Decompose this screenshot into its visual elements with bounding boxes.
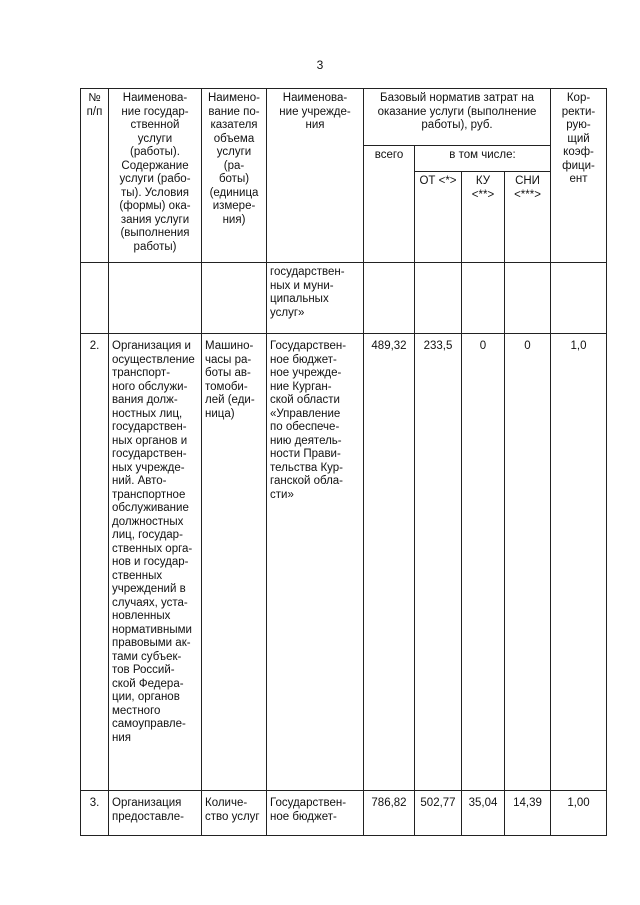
header-num: № п/п <box>81 89 109 263</box>
cell-num <box>81 263 109 334</box>
header-institution: Наименова- ние учрежде- ния <box>267 89 364 263</box>
cell-institution: Государствен- ное бюджет- ное учрежде- ние Курган- ской области «Управление по обеспече- нию деятель- ности Прави- тельства Кур- ганской обла- сти» <box>267 334 364 791</box>
table-row <box>81 791 607 836</box>
cell-service <box>109 263 202 334</box>
cell-total <box>364 263 415 334</box>
header-ku: КУ <**> <box>462 172 505 263</box>
header-including: в том числе: <box>415 146 551 172</box>
cell-indicator: Машино- часы ра- боты ав- томоби- лей (еди- ница) <box>202 334 267 791</box>
cell-sni: 0 <box>505 334 551 791</box>
cell-total: 489,32 <box>364 334 415 791</box>
cell-num: 3. <box>81 791 109 836</box>
cell-ot: 233,5 <box>415 334 462 791</box>
cell-coef: 1,00 <box>551 791 607 836</box>
cell-indicator: Количе- ство услуг <box>202 791 267 836</box>
cell-coef: 1,0 <box>551 334 607 791</box>
cell-total: 786,82 <box>364 791 415 836</box>
header-total: всего <box>364 146 415 263</box>
header-ot: ОТ <*> <box>415 172 462 263</box>
header-service: Наименова- ние государ- ственной услуги (работы). Содержание услуги (рабо- ты). Условия (формы) ока- зания услуги (выполнения работы) <box>109 89 202 263</box>
cost-norm-table <box>80 88 607 836</box>
cell-indicator <box>202 263 267 334</box>
cell-institution: Государствен- ное бюджет- <box>267 791 364 836</box>
table-row <box>81 334 607 791</box>
cell-ku: 35,04 <box>462 791 505 836</box>
cell-ot <box>415 263 462 334</box>
cell-coef <box>551 263 607 334</box>
header-indicator: Наимено- вание по- казателя объема услуги (ра- боты) (единица измере- ния) <box>202 89 267 263</box>
cell-institution: государствен- ных и муни- ципальных услуг» <box>267 263 364 334</box>
cell-service: Организация предоставле- <box>109 791 202 836</box>
header-sni: СНИ <***> <box>505 172 551 263</box>
cell-ot: 502,77 <box>415 791 462 836</box>
cell-service: Организация и осуществление транспорт- ного обслужи- вания долж- ностных лиц, государствен- ных органов и государствен- ных учрежде- ний. Авто- транспортное обслуживание должностных лиц, государ- ственных орга- нов и государ- ственных учреждений в случаях, уста- новленных нормативными правовыми ак- тами субъек- тов Россий- ской Федера- ции, органов местного самоуправле- ния <box>109 334 202 791</box>
cell-sni: 14,39 <box>505 791 551 836</box>
cell-ku <box>462 263 505 334</box>
header-base-norm: Базовый норматив затрат на оказание услуги (выполнение работы), руб. <box>364 89 551 146</box>
header-coefficient: Кор- ректи- рую- щий коэф- фици- ент <box>551 89 607 263</box>
table-row <box>81 263 607 334</box>
cell-num: 2. <box>81 334 109 791</box>
cell-ku: 0 <box>462 334 505 791</box>
page-number: 3 <box>316 58 324 72</box>
cell-sni <box>505 263 551 334</box>
